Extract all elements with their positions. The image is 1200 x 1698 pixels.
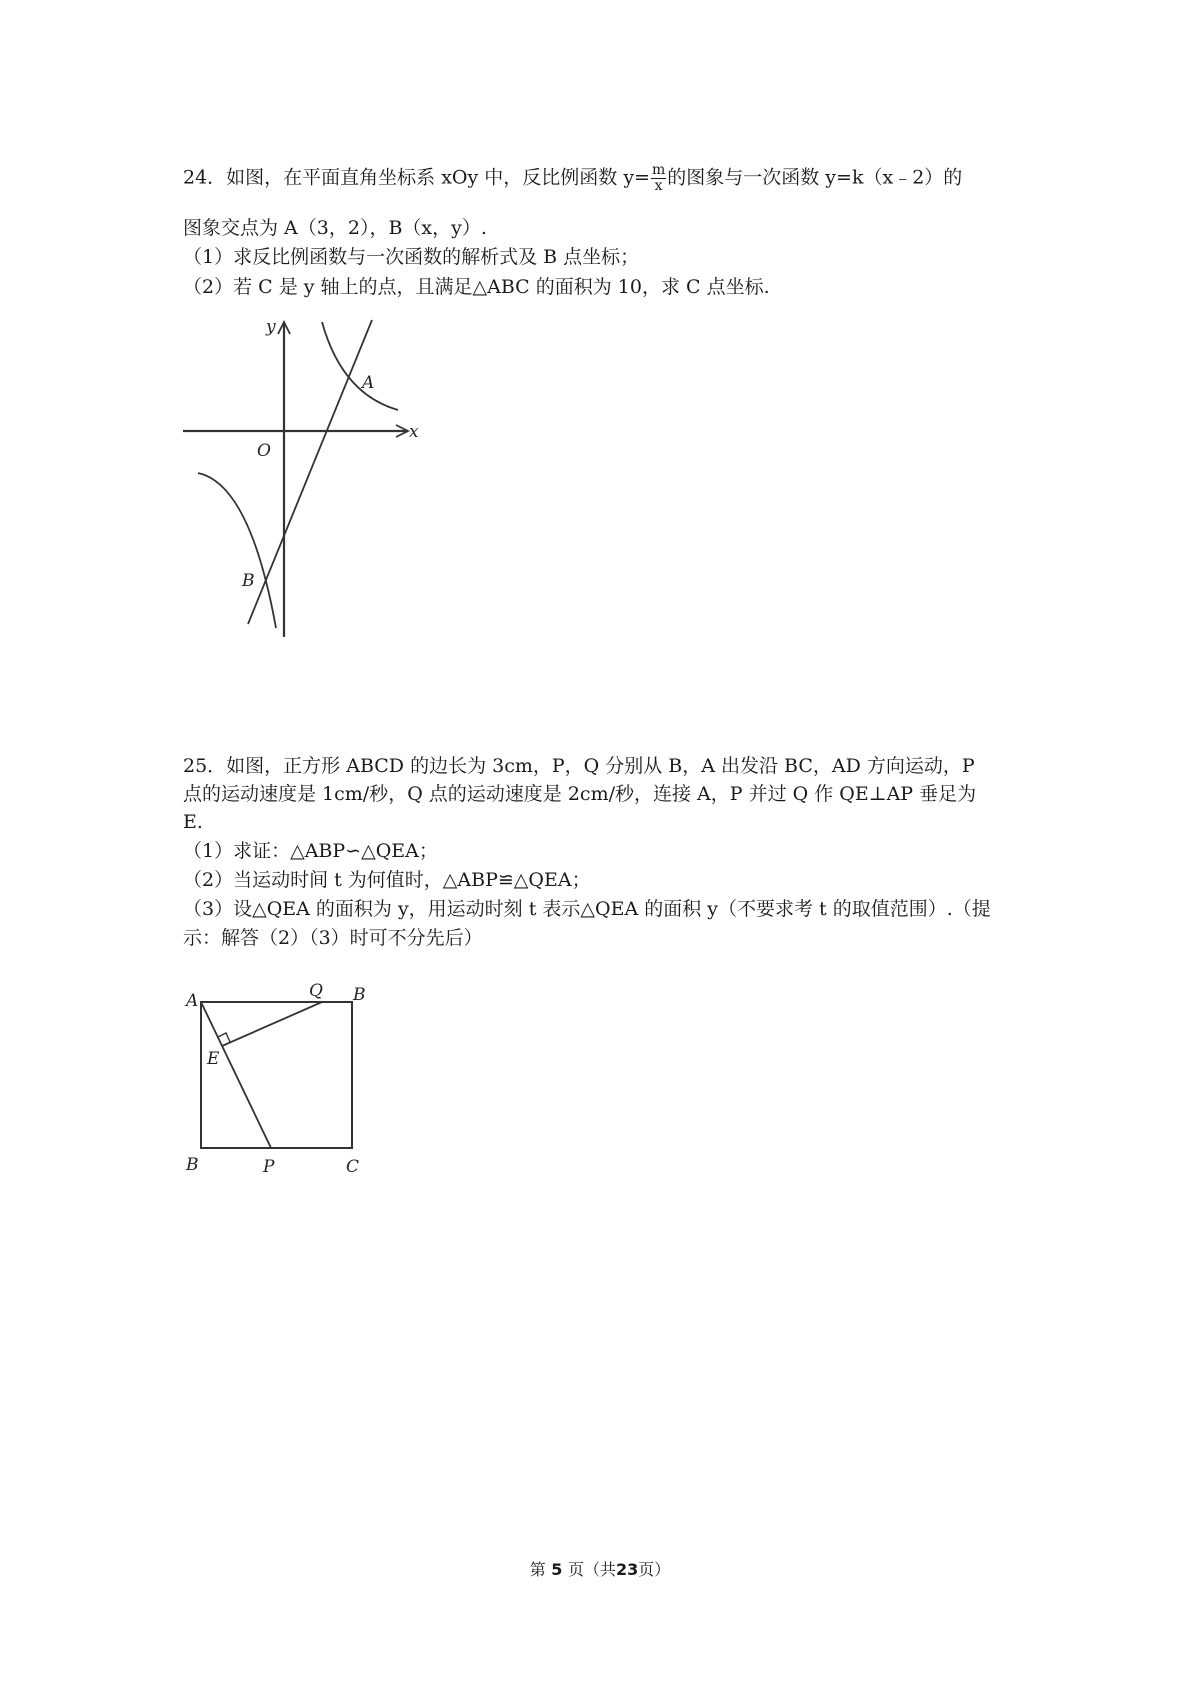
q25-label-p: P: [263, 1157, 275, 1177]
q24-label-a: A: [362, 373, 375, 393]
q25-label-a: A: [186, 991, 199, 1011]
q24-label-b: B: [242, 571, 255, 591]
q25-segment-qe: [222, 1002, 322, 1046]
footer-total-pages: 23: [616, 1560, 639, 1579]
footer-middle: 页（共: [568, 1560, 617, 1579]
q24-label-x: x: [409, 422, 419, 442]
q25-part-1: （1）求证：△ABP∽△QEA；: [183, 840, 438, 862]
q24-text-a: 24．如图，在平面直角坐标系 xOy 中，反比例函数 y=: [183, 166, 650, 189]
q25-label-b-bottom: B: [186, 1155, 199, 1175]
q25-segment-ap: [201, 1002, 271, 1148]
q25-line-2: 点的运动速度是 1cm/秒，Q 点的运动速度是 2cm/秒，连接 A，P 并过 Q 作 QE⊥AP 垂足为: [183, 783, 977, 805]
q24-text-b: 的图象与一次函数 y=k（x﹣2）的: [667, 166, 963, 189]
q25-part-3b: 示：解答（2）（3）时可不分先后）: [183, 927, 483, 949]
q25-part-2: （2）当运动时间 t 为何值时，△ABP≌△QEA；: [183, 869, 591, 891]
q24-part-2: （2）若 C 是 y 轴上的点，且满足△ABC 的面积为 10，求 C 点坐标.: [183, 276, 770, 298]
footer-suffix: 页）: [638, 1560, 671, 1579]
q25-figure: [180, 980, 380, 1180]
page-footer: [0, 1560, 1200, 1580]
q25-line-1: 25．如图，正方形 ABCD 的边长为 3cm，P，Q 分别从 B，A 出发沿 BC，AD 方向运动，P: [183, 755, 975, 777]
footer-page-number: 5: [551, 1560, 563, 1579]
q25-label-b-top: B: [353, 985, 366, 1005]
q25-label-e: E: [207, 1049, 220, 1069]
q25-part-3a: （3）设△QEA 的面积为 y，用运动时刻 t 表示△QEA 的面积 y（不要求考 t 的取值范围）.（提: [183, 898, 991, 920]
q24-line-2: 图象交点为 A（3，2），B（x，y）.: [183, 217, 487, 239]
q24-frac-numerator: m: [651, 162, 666, 178]
q24-frac-denominator: x: [654, 178, 663, 194]
q24-label-y: y: [266, 317, 276, 337]
footer-prefix: 第: [529, 1560, 546, 1579]
q25-label-q: Q: [309, 981, 323, 1001]
q24-figure: [180, 312, 420, 642]
q24-part-1: （1）求反比例函数与一次函数的解析式及 B 点坐标；: [183, 246, 640, 268]
q24-line-1: [183, 163, 962, 194]
q24-label-o: O: [257, 441, 271, 461]
q24-linear-line: [248, 320, 375, 624]
q25-label-c: C: [346, 1157, 360, 1177]
q24-hyperbola-upper: [322, 322, 398, 410]
q25-square: [201, 1002, 352, 1148]
q25-line-3: E.: [183, 811, 203, 833]
q24-fraction: [651, 163, 666, 194]
q24-hyperbola-lower: [198, 473, 276, 628]
